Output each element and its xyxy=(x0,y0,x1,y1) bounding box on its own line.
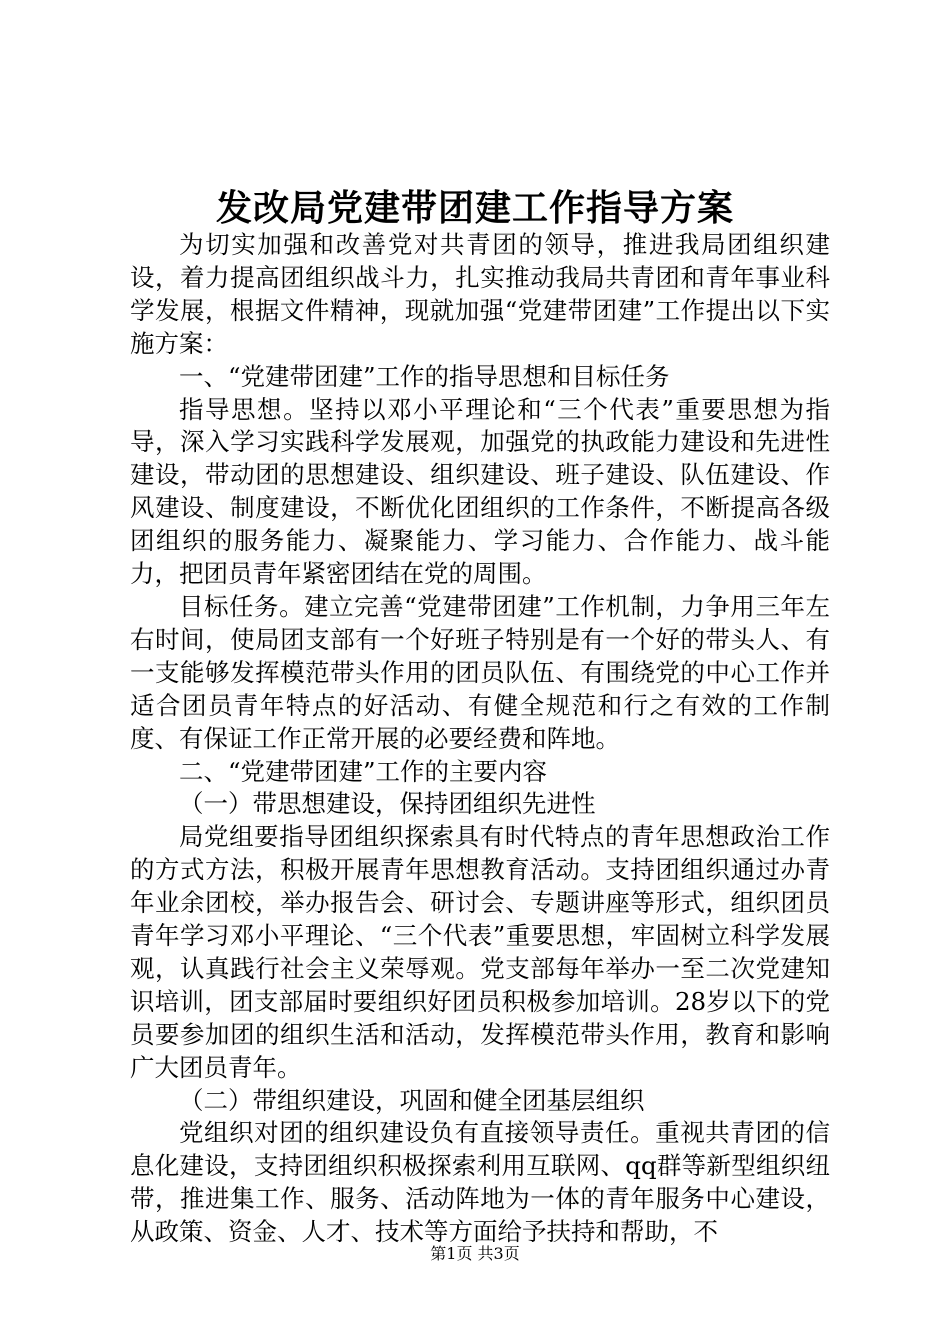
section-heading-2: 二、“党建带团建”工作的主要内容 xyxy=(179,756,548,786)
subsection-heading-1: （一）带思想建设，保持团组织先进性 xyxy=(179,789,596,819)
paragraph-guiding-ideology: 指导思想。坚持以邓小平理论和“三个代表”重要思想为指导，深入学习实践科学发展观，加强党的执政能力建设和先进性建设，带动团的思想建设、组织建设、班子建设、队伍建设、作风建设、制度建设，不断优化团组织的工作条件，不断提高各级团组织的服务能力、凝聚能力、学习能力、合作能力、战斗能力，把团员青年紧密团结在党的周围。 xyxy=(130,394,830,589)
paragraph-organization-building: 党组织对团的组织建设负有直接领导责任。重视共青团的信息化建设，支持团组织积极探索利用互联网、qq群等新型组织纽带，推进集工作、服务、活动阵地为一体的青年服务中心建设，从政策、资金、人才、技术等方面给予扶持和帮助，不 xyxy=(130,1118,830,1247)
subsection-heading-2: （二）带组织建设，巩固和健全团基层组织 xyxy=(179,1085,645,1115)
document-body xyxy=(130,229,830,1249)
document-title: 发改局党建带团建工作指导方案 xyxy=(215,187,734,229)
paragraph-intro: 为切实加强和改善党对共青团的领导，推进我局团组织建设，着力提高团组织战斗力，扎实推动我局共青团和青年事业科学发展，根据文件精神，现就加强“党建带团建”工作提出以下实施方案： xyxy=(130,230,830,358)
section-heading-1: 一、“党建带团建”工作的指导思想和目标任务 xyxy=(179,361,670,391)
page-footer: 第1页 共3页 xyxy=(430,1244,520,1263)
paragraph-ideology-building: 局党组要指导团组织探索具有时代特点的青年思想政治工作的方式方法，积极开展青年思想教育活动。支持团组织通过办青年业余团校，举办报告会、研讨会、专题讲座等形式，组织团员青年学习邓小平理论、“三个代表”重要思想，牢固树立科学发展观，认真践行社会主义荣辱观。党支部每年举办一至二次党建知识培训，团支部届时要组织好团员积极参加培训。28岁以下的党员要参加团的组织生活和活动，发挥模范带头作用，教育和影响广大团员青年。 xyxy=(130,822,830,1082)
paragraph-goals: 目标任务。建立完善“党建带团建”工作机制，力争用三年左右时间，使局团支部有一个好班子特别是有一个好的带头人、有一支能够发挥模范带头作用的团员队伍、有围绕党的中心工作并适合团员青年特点的好活动、有健全规范和行之有效的工作制度、有保证工作正常开展的必要经费和阵地。 xyxy=(130,591,830,753)
